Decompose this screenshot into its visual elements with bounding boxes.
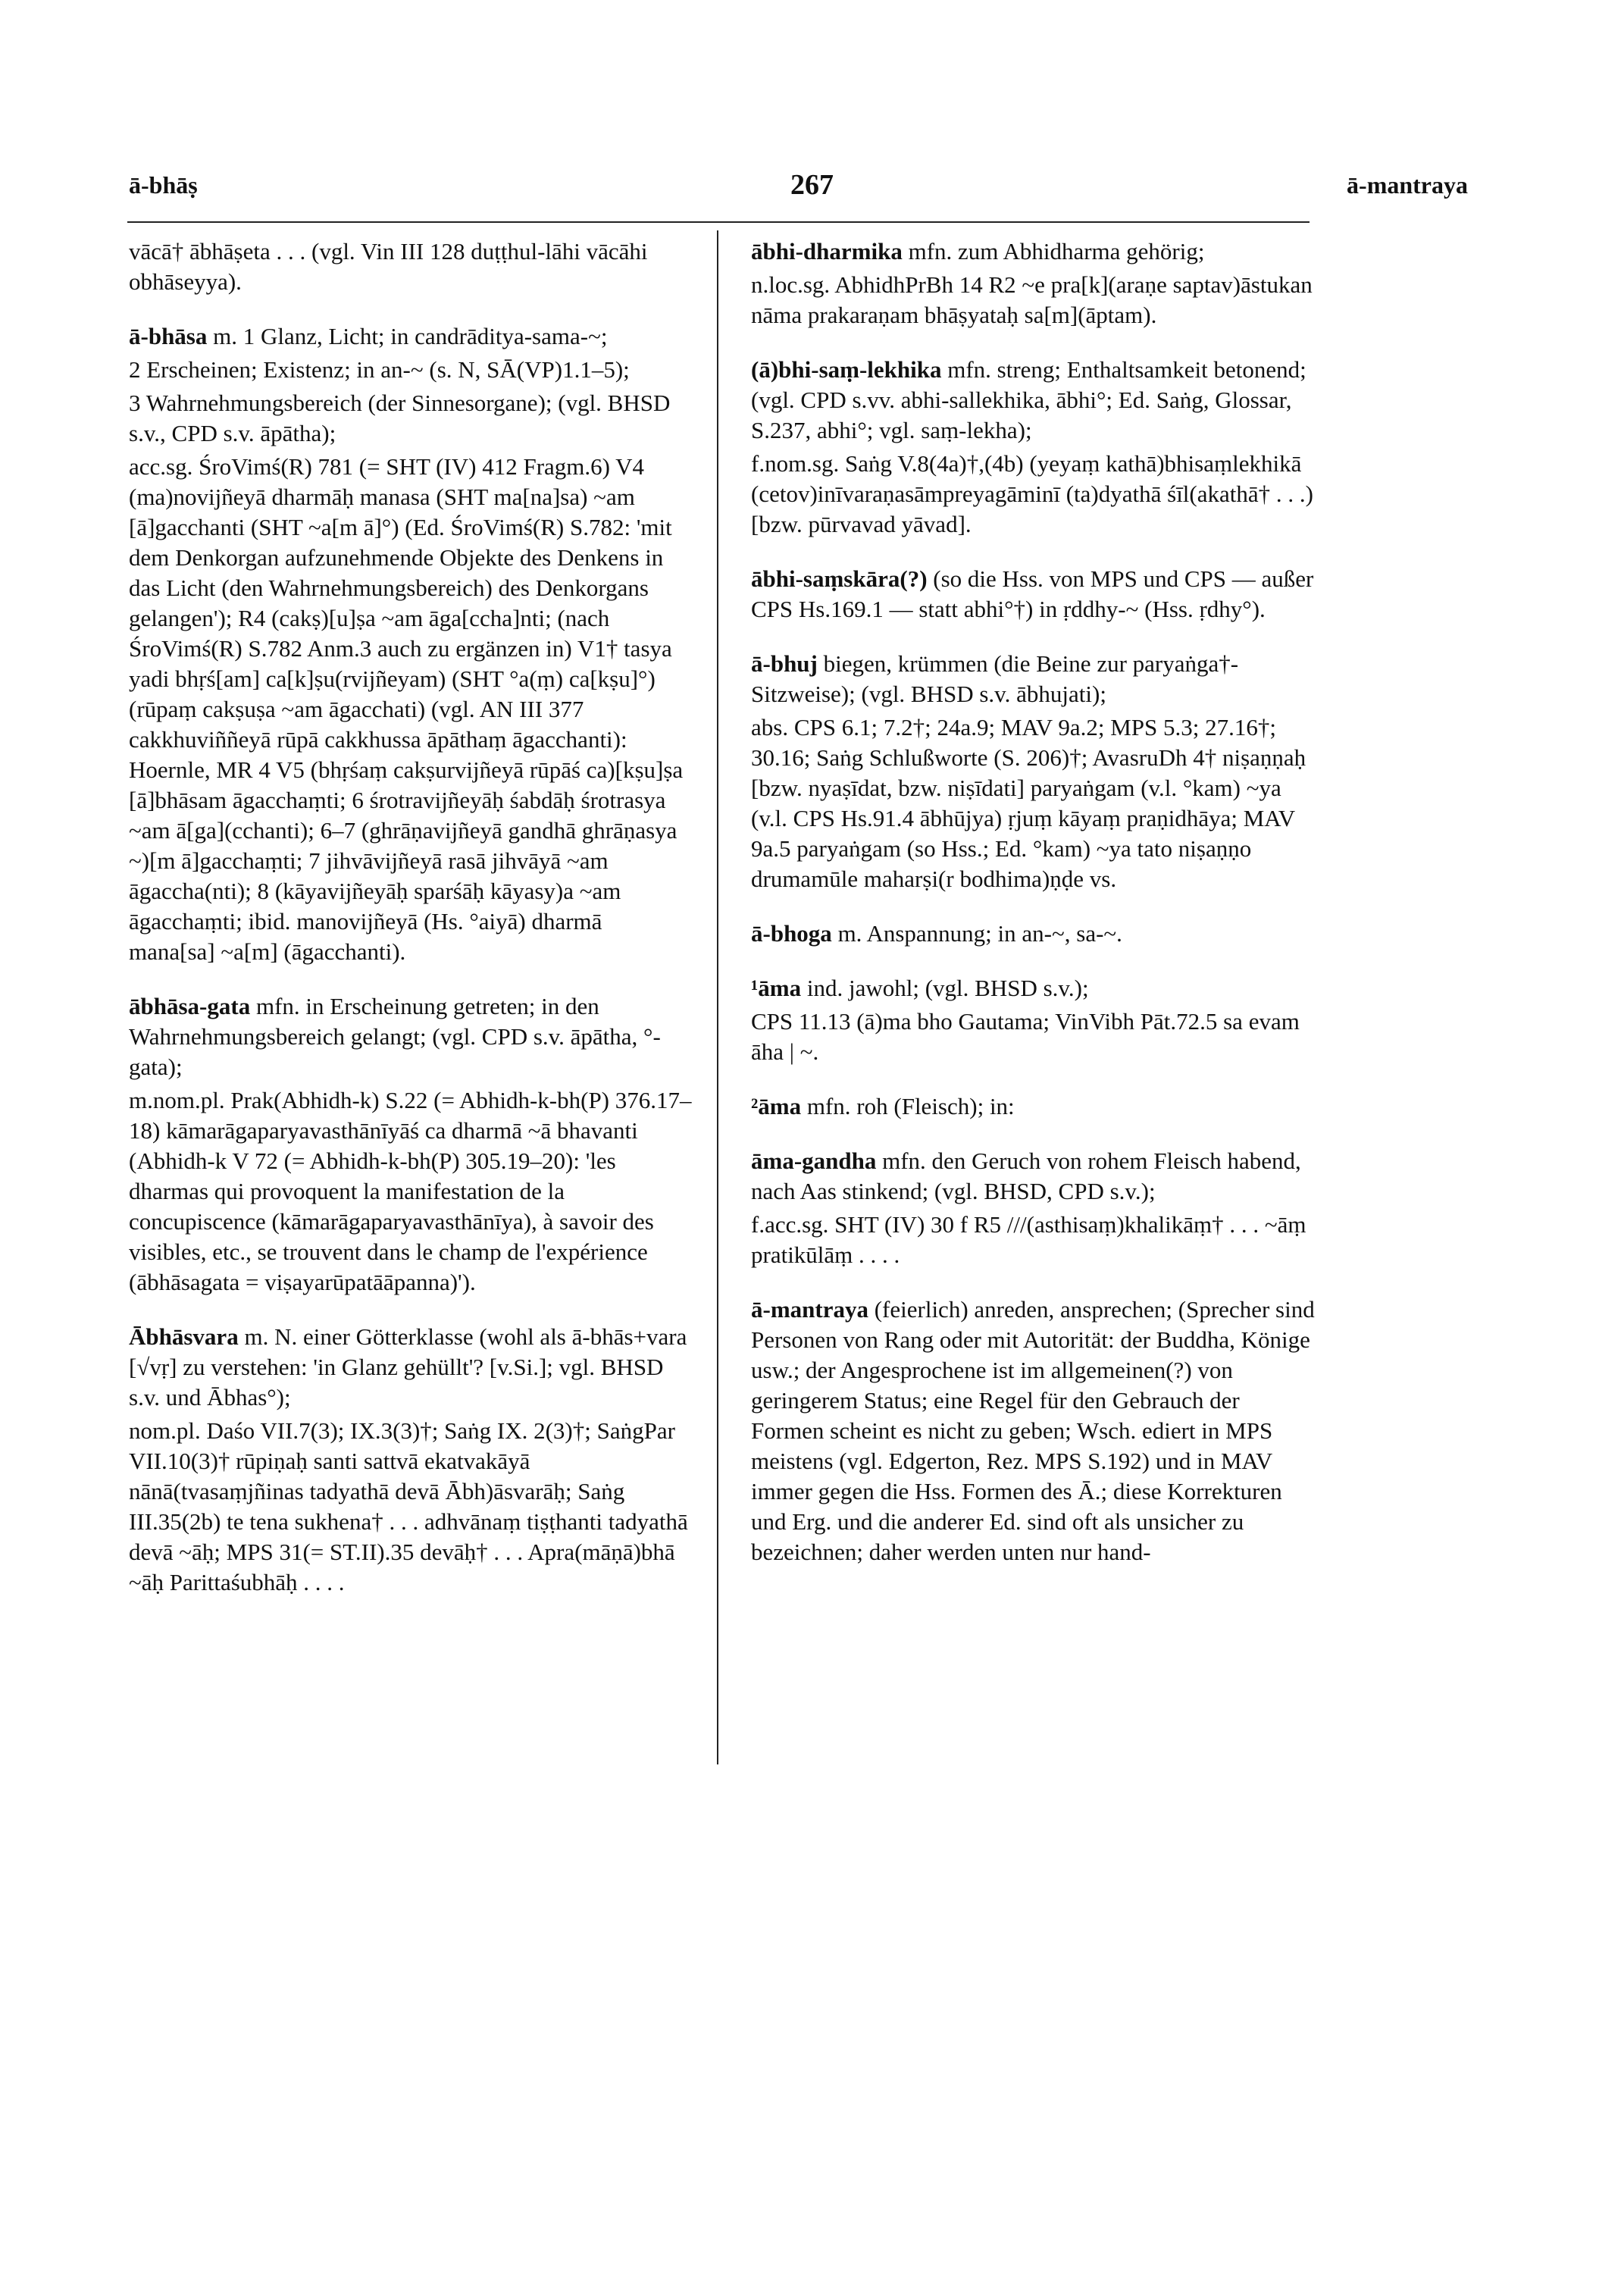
entry-citation (751, 1210, 1316, 1270)
page-number: 267 (790, 169, 834, 201)
entry-text: mfn. streng; Enthaltsamkeit betonend; (vgl. CPD s.vv. abhi-sallekhika, ābhi°; Ed. Saṅg, Glossar, S.237, abhi°; vgl. saṃ-lekha); (751, 356, 1306, 443)
entry-citation (129, 1085, 693, 1298)
column-divider (717, 230, 718, 1764)
entry-citation (129, 355, 693, 385)
entry-citation (751, 1007, 1316, 1067)
entry-definition (751, 649, 1316, 709)
entry-text: m. Anspannung; in an-~, sa-~. (837, 920, 1122, 947)
entry-definition (751, 564, 1316, 625)
entry-citation (751, 449, 1316, 540)
entry-definition (129, 321, 693, 352)
dictionary-entry (751, 1091, 1316, 1122)
entry-definition (751, 919, 1316, 949)
entry-definition (129, 1322, 693, 1413)
left-column (129, 236, 693, 1622)
right-column (751, 236, 1316, 1592)
dictionary-entry (751, 564, 1316, 625)
dictionary-entry (751, 236, 1316, 330)
entry-text: acc.sg. ŚroVimś(R) 781 (= SHT (IV) 412 Fragm.6) V4 (ma)novijñeyā dharmāḥ manasa (SHT ma[na]sa) ~am [ā]gacchanti (SHT ~a[m ā]°) (Ed. ŚroVimś(R) S.782: 'mit dem Denkorgan aufzunehmende Objekte des Denkens in das Licht (den Wahrnehmungsbereich) des Denkorgans gelangen'); R4 (cakṣ)[u]ṣa ~am āga[ccha]nti; (nach ŚroVimś(R) S.782 Anm.3 auch zu ergänzen in) V1† tasya yadi bhṛś[am] ca[k]ṣu(rvijñeyam) (SHT °a(ṃ) ca[kṣu]°) (rūpaṃ cakṣuṣa ~am āgacchati) (vgl. AN III 377 cakkhuviññeyā rūpā cakkhussa āpāthaṃ āgacchanti): Hoernle, MR 4 V5 (bhṛśaṃ cakṣurvijñeyā rūpāś ca)[kṣu]ṣa [ā]bhāsam āgacchaṃti; 6 śrotravijñeyāḥ śabdāḥ śrotrasya ~am ā[ga](cchanti); 6–7 (ghrāṇavijñeyā gandhā ghrāṇasya ~)[m ā]gacchaṃti; 7 jihvāvijñeyā rasā jihvāyā ~am āgaccha(nti); 8 (kāyavijñeyāḥ sparśāḥ kāyasy)a ~am āgacchaṃti; ibid. manovijñeyā (Hs. °aiyā) dharmā mana[sa] ~a[m] (āgacchanti). (129, 453, 684, 965)
entry-headword: Ābhāsvara (129, 1323, 239, 1350)
dictionary-entry (751, 355, 1316, 540)
running-head-right: ā-mantraya (1347, 171, 1468, 199)
entry-definition (751, 236, 1316, 267)
entry-definition (129, 236, 693, 297)
entry-text: f.acc.sg. SHT (IV) 30 f R5 ///(asthisaṃ)khalikāṃ† . . . ~āṃ pratikūlāṃ . . . . (751, 1211, 1306, 1268)
dictionary-entry (751, 1146, 1316, 1270)
entry-text: CPS 11.13 (ā)ma bho Gautama; VinVibh Pāt.72.5 sa evam āha | ~. (751, 1008, 1300, 1065)
header-rule (127, 221, 1310, 223)
entry-text: 3 Wahrnehmungsbereich (der Sinnesorgane); (vgl. BHSD s.v., CPD s.v. āpātha); (129, 390, 671, 446)
dictionary-entry (129, 1322, 693, 1598)
entry-text: m. N. einer Götterklasse (wohl als ā-bhās+vara [√vṛ] zu verstehen: 'in Glanz gehüllt'? [v.Si.]; vgl. BHSD s.v. und Ābhas°); (129, 1323, 687, 1410)
entry-text: m.nom.pl. Prak(Abhidh-k) S.22 (= Abhidh-k-bh(P) 376.17–18) kāmarāgaparyavasthānīyāś ca dharmā ~ā bhavanti (Abhidh-k V 72 (= Abhidh-k-bh(P) 305.19–20): 'les dharmas qui provoquent la manifestation de la concupiscence (kāmarāgaparyavasthānīya), à savoir des visibles, etc., se trouvent dans le champ de l'expérience (ābhāsagata = viṣayarūpatāāpanna)'). (129, 1087, 692, 1295)
entry-definition (751, 973, 1316, 1003)
dictionary-entry (129, 236, 693, 297)
entry-text: mfn. den Geruch von rohem Fleisch habend, nach Aas stinkend; (vgl. BHSD, CPD s.v.); (751, 1147, 1301, 1204)
entry-text: nom.pl. Daśo VII.7(3); IX.3(3)†; Saṅg IX. 2(3)†; SaṅgPar VII.10(3)† rūpiṇaḥ santi sattvā ekatvakāyā nānā(tvasaṃjñinas tadyathā devā Ābh)āsvarāḥ; Saṅg III.35(2b) te tena sukhena† . . . adhvānaṃ tiṣṭhanti tadyathā devā ~āḥ; MPS 31(= ST.II).35 devāḥ† . . . Apra(māṇā)bhā ~āḥ Parittaśubhāḥ . . . . (129, 1417, 688, 1595)
dictionary-entry (751, 973, 1316, 1067)
entry-headword: āma-gandha (751, 1147, 877, 1174)
entry-definition (751, 1091, 1316, 1122)
entry-definition (751, 1295, 1316, 1567)
entry-headword: (ā)bhi-saṃ-lekhika (751, 356, 942, 383)
entry-headword: ²āma (751, 1093, 802, 1119)
entry-text: ind. jawohl; (vgl. BHSD s.v.); (806, 975, 1089, 1001)
entry-citation (129, 452, 693, 967)
dictionary-entry (129, 991, 693, 1298)
entry-headword: ābhi-saṃskāra(?) (751, 565, 928, 592)
entry-text: mfn. in Erscheinung getreten; in den Wahrnehmungsbereich gelangt; (vgl. CPD s.v. āpātha, °-gata); (129, 993, 661, 1080)
entry-headword: ā-bhuj (751, 650, 818, 677)
dictionary-entry (751, 649, 1316, 894)
entry-text: 2 Erscheinen; Existenz; in an-~ (s. N, SĀ(VP)1.1–5); (129, 356, 630, 383)
entry-text: (so die Hss. von MPS und CPS — außer CPS Hs.169.1 — statt abhi°†) in ṛddhy-~ (Hss. ṛdhy°). (751, 565, 1314, 622)
entry-citation (751, 270, 1316, 330)
entry-text: biegen, krümmen (die Beine zur paryaṅga†-Sitzweise); (vgl. BHSD s.v. ābhujati); (751, 650, 1239, 707)
entry-headword: ā-bhāsa (129, 323, 208, 349)
entry-definition (129, 991, 693, 1082)
entry-text: f.nom.sg. Saṅg V.8(4a)†,(4b) (yeyaṃ kathā)bhisaṃlekhikā (cetov)inīvaraṇasāmpreyagāminī (ta)dyathā śīl(akathā† . . .) [bzw. pūrvavad yāvad]. (751, 450, 1313, 537)
entry-definition (751, 1146, 1316, 1207)
entry-text: mfn. zum Abhidharma gehörig; (908, 238, 1205, 265)
entry-text: abs. CPS 6.1; 7.2†; 24a.9; MAV 9a.2; MPS 5.3; 27.16†; 30.16; Saṅg Schlußworte (S. 206)†; AvasruDh 4† niṣaṇṇaḥ [bzw. nyaṣīdat, bzw. niṣīdati] paryaṅgam (v.l. °kam) ~ya (v.l. CPS Hs.91.4 ābhūjya) ṛjuṃ kāyaṃ praṇidhāya; MAV 9a.5 paryaṅgam (so Hss.; Ed. °kam) ~ya tato niṣaṇṇo drumamūle maharṣi(r bodhima)ṇḍe vs. (751, 714, 1306, 892)
entry-definition (751, 355, 1316, 446)
entry-text: m. 1 Glanz, Licht; in candrāditya-sama-~; (213, 323, 608, 349)
running-head-left: ā-bhāṣ (129, 171, 198, 199)
entry-headword: ābhi-dharmika (751, 238, 903, 265)
entry-citation (129, 388, 693, 449)
dictionary-entry (129, 321, 693, 967)
dictionary-entry (751, 919, 1316, 949)
entry-citation (129, 1416, 693, 1598)
entry-text: vācā† ābhāṣeta . . . (vgl. Vin III 128 duṭṭhul-lāhi vācāhi obhāseyya). (129, 238, 648, 295)
entry-text: (feierlich) anreden, ansprechen; (Sprecher sind Personen von Rang oder mit Autorität: der Buddha, Könige usw.; der Angesprochene ist im allgemeinen(?) von geringerem Status; eine Regel für den Gebrauch der Formen scheint es nicht zu geben; Wsch. ediert in MPS meistens (vgl. Edgerton, Rez. MPS S.192) und in MAV immer gegen die Hss. Formen des Ā.; diese Korrekturen und Erg. und die anderer Ed. sind oft als unsicher zu bezeichnen; daher werden unten nur hand- (751, 1296, 1315, 1565)
entry-citation (751, 712, 1316, 894)
entry-headword: ā-bhoga (751, 920, 832, 947)
dictionary-entry (751, 1295, 1316, 1567)
entry-headword: ābhāsa-gata (129, 993, 251, 1019)
entry-text: mfn. roh (Fleisch); in: (806, 1093, 1015, 1119)
entry-text: n.loc.sg. AbhidhPrBh 14 R2 ~e pra[k](araṇe saptav)āstukan nāma prakaraṇam bhāṣyataḥ sa[m](āptam). (751, 271, 1313, 328)
entry-headword: ¹āma (751, 975, 802, 1001)
entry-headword: ā-mantraya (751, 1296, 868, 1323)
